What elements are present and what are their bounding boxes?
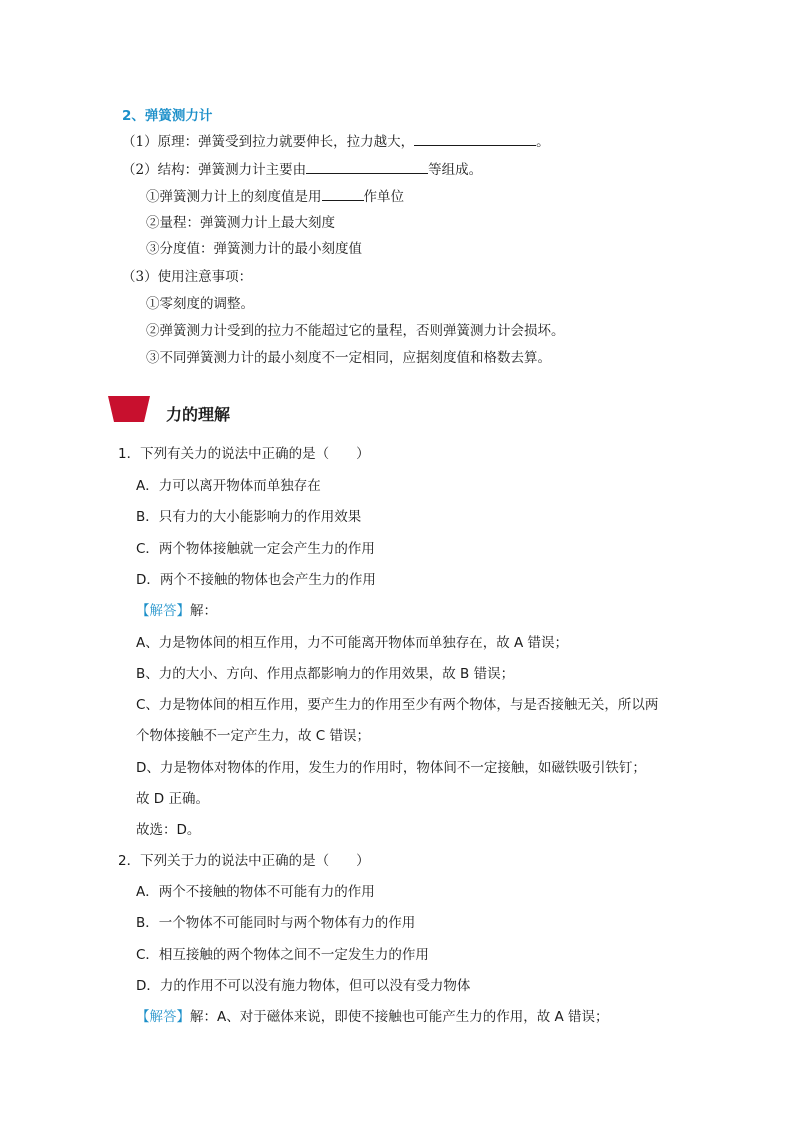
item-notes: （3）使用注意事项：	[122, 269, 253, 285]
q1-option-c: C．两个物体接触就一定会产生力的作用	[136, 541, 375, 557]
q1-exp-a: A、力是物体间的相互作用，力不可能离开物体而单独存在，故 A 错误；	[136, 635, 569, 651]
q2-option-c: C．相互接触的两个物体之间不一定发生力的作用	[136, 947, 429, 963]
q1-exp-d1: D、力是物体对物体的作用，发生力的作用时，物体间不一定接触，如磁铁吸引铁钉；	[136, 760, 646, 776]
topic-heading: 力的理解	[166, 405, 231, 424]
q2-answer	[136, 1005, 609, 1025]
q2-option-d: D．力的作用不可以没有施力物体，但可以没有受力物体	[136, 978, 471, 994]
note-range: ②弹簧测力计受到的拉力不能超过它的量程，否则弹簧测力计会损坏。	[146, 323, 565, 339]
sub-unit-text: ①弹簧测力计上的刻度值是用	[146, 189, 322, 205]
q2-exp-a: 解：A、对于磁体来说，即使不接触也可能产生力的作用，故 A 错误；	[190, 1009, 609, 1025]
q1-exp-d2: 故 D 正确。	[136, 791, 209, 807]
q2-option-b: B．一个物体不可能同时与两个物体有力的作用	[136, 915, 416, 931]
q1-option-d: D．两个不接触的物体也会产生力的作用	[136, 572, 376, 588]
fill-blank	[306, 160, 428, 174]
sub-unit-end: 作单位	[363, 189, 404, 205]
fill-blank	[414, 132, 536, 146]
fill-blank	[322, 187, 364, 201]
q1-option-b: B．只有力的大小能影响力的作用效果	[136, 509, 362, 525]
item-structure	[122, 158, 482, 178]
q1-exp-b: B、力的大小、方向、作用点都影响力的作用效果，故 B 错误；	[136, 666, 515, 682]
item-principle-end: 。	[536, 134, 550, 150]
item-structure-end: 等组成。	[428, 162, 483, 178]
note-zero: ①零刻度的调整。	[146, 296, 254, 312]
q1-exp-c2: 个物体接触不一定产生力，故 C 错误；	[136, 728, 371, 744]
item-structure-text: （2）结构：弹簧测力计主要由	[122, 162, 307, 178]
section-title: 2、弹簧测力计	[122, 108, 213, 124]
item-principle-text: （1）原理：弹簧受到拉力就要伸长，拉力越大，	[122, 134, 415, 150]
sub-unit	[146, 185, 404, 205]
heading-banner-icon	[108, 396, 150, 422]
q2-option-a: A．两个不接触的物体不可能有力的作用	[136, 884, 375, 900]
answer-tag: 【解答】	[136, 1009, 190, 1025]
answer-tag: 【解答】	[136, 603, 190, 619]
item-principle	[122, 130, 550, 150]
sub-division: ③分度值：弹簧测力计的最小刻度值	[146, 241, 362, 257]
answer-lead: 解：	[190, 603, 217, 619]
q1-stem: 1．下列有关力的说法中正确的是（ ）	[118, 446, 370, 462]
q1-option-a: A．力可以离开物体而单独存在	[136, 478, 321, 494]
q2-stem: 2．下列关于力的说法中正确的是（ ）	[118, 853, 370, 869]
q1-choose: 故选：D。	[136, 822, 201, 838]
note-scale: ③不同弹簧测力计的最小刻度不一定相同，应据刻度值和格数去算。	[146, 350, 551, 366]
q1-answer	[136, 599, 217, 619]
sub-range: ②量程：弹簧测力计上最大刻度	[146, 215, 335, 231]
q1-exp-c1: C、力是物体间的相互作用，要产生力的作用至少有两个物体，与是否接触无关，所以两	[136, 697, 659, 713]
